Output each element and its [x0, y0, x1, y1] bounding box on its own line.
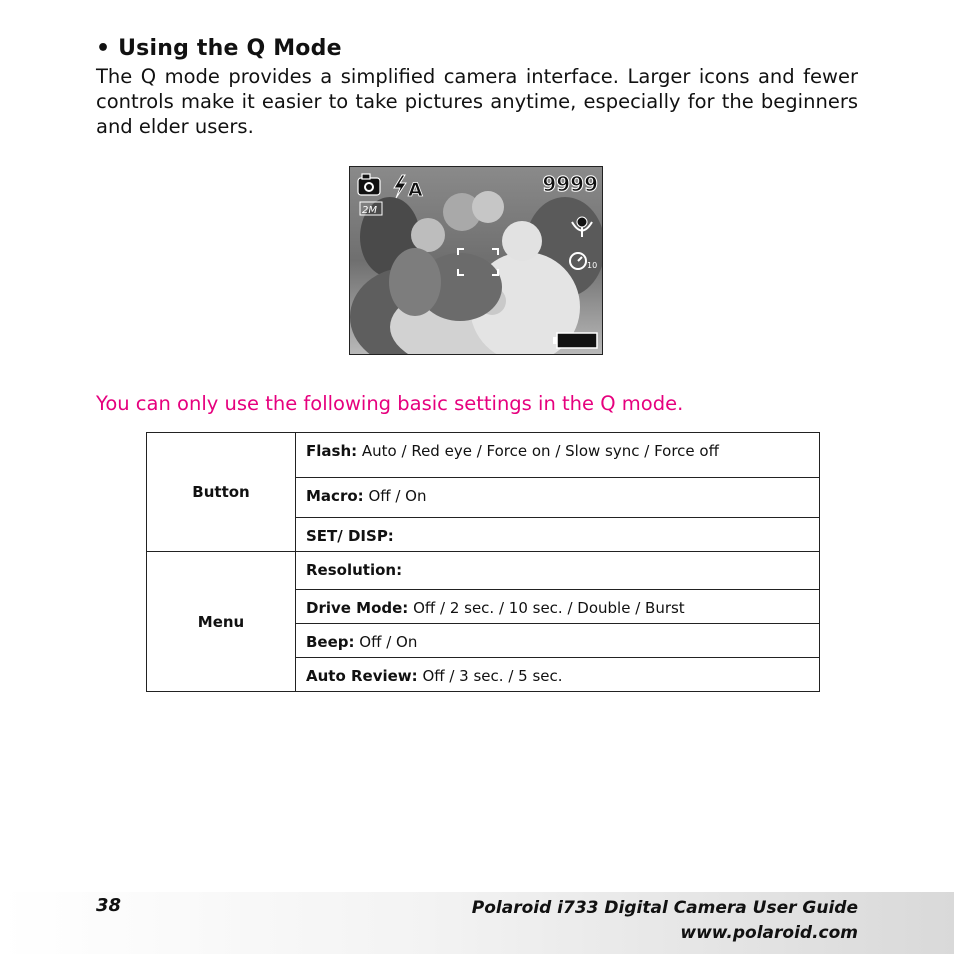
battery-icon [553, 333, 597, 348]
setting-resolution: Resolution: [296, 552, 820, 590]
setting-flash: Flash: Auto / Red eye / Force on / Slow sync / Force off [296, 433, 820, 478]
footer-url[interactable]: www.polaroid.com [680, 923, 858, 943]
group-button: Button [147, 433, 296, 552]
setting-macro: Macro: Off / On [296, 478, 820, 518]
q-mode-note: You can only use the following basic settings in the Q mode. [96, 392, 684, 415]
lcd-preview [349, 166, 603, 355]
intro-paragraph: The Q mode provides a simplified camera interface. Larger icons and fewer controls make it easier to take pictures anytime, especially for the beginners and elder users. [96, 65, 858, 138]
timer-value: 10 [587, 261, 598, 270]
settings-table [146, 432, 820, 692]
shot-count: 9999 [542, 172, 598, 196]
section-heading: • Using the Q Mode [96, 36, 342, 61]
setting-beep: Beep: Off / On [296, 624, 820, 658]
setting-auto-review: Auto Review: Off / 3 sec. / 5 sec. [296, 658, 820, 692]
family-photo [350, 191, 602, 354]
setting-drive-mode: Drive Mode: Off / 2 sec. / 10 sec. / Double / Burst [296, 590, 820, 624]
footer-title: Polaroid i733 Digital Camera User Guide [471, 898, 858, 918]
svg-text:A: A [408, 179, 423, 201]
setting-set-disp: SET/ DISP: [296, 518, 820, 552]
page-number: 38 [96, 895, 122, 916]
group-menu: Menu [147, 552, 296, 692]
resolution-badge: 2M [362, 205, 377, 216]
lcd-preview-image [350, 167, 602, 354]
